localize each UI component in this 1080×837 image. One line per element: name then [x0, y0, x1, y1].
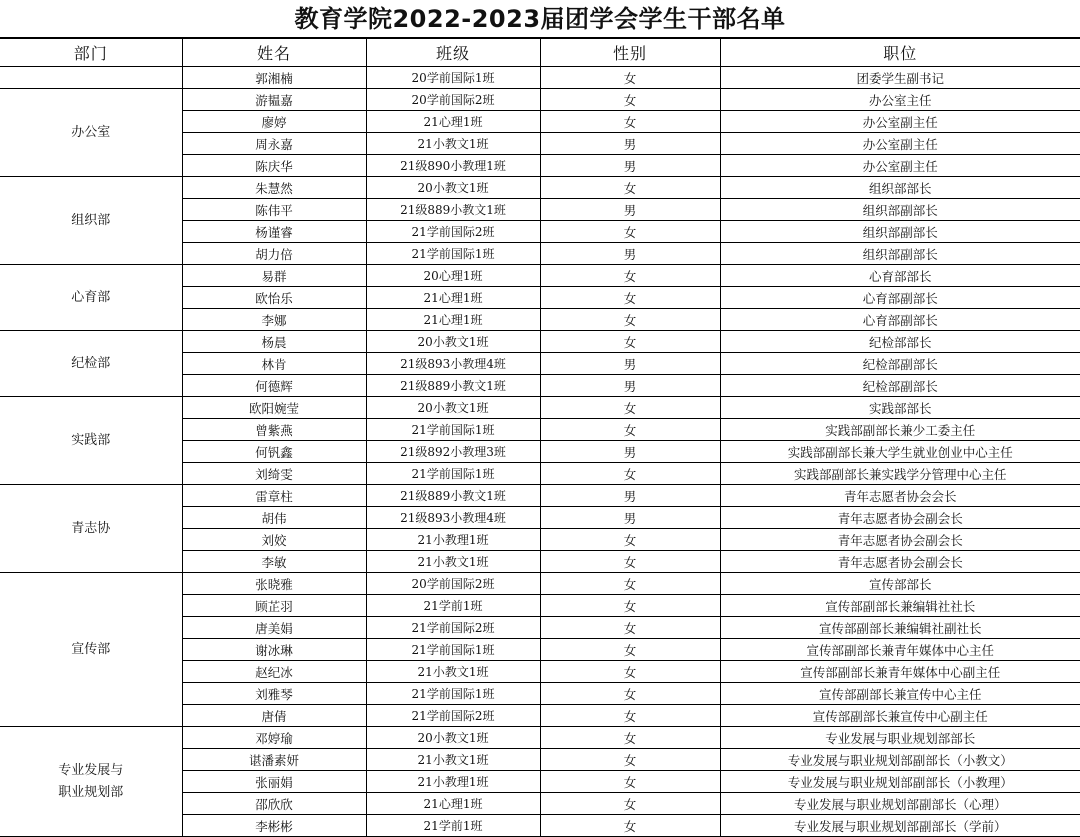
cell-gender: 男	[540, 375, 720, 397]
table-row	[0, 573, 1080, 595]
cell-position: 宣传部部长	[720, 573, 1080, 595]
cell-gender: 女	[540, 639, 720, 661]
cell-class: 21心理1班	[366, 793, 540, 815]
cell-class: 20小教文1班	[366, 397, 540, 419]
cell-name: 陈庆华	[182, 155, 366, 177]
cell-position: 宣传部副部长兼编辑社副社长	[720, 617, 1080, 639]
cell-position: 青年志愿者协会副会长	[720, 551, 1080, 573]
cell-class: 21小教文1班	[366, 749, 540, 771]
cell-position: 组织部副部长	[720, 243, 1080, 265]
cell-position: 宣传部副部长兼编辑社社长	[720, 595, 1080, 617]
cell-gender: 女	[540, 573, 720, 595]
cell-position: 组织部部长	[720, 177, 1080, 199]
cell-name: 欧怡乐	[182, 287, 366, 309]
cell-name: 刘雅琴	[182, 683, 366, 705]
cell-gender: 男	[540, 199, 720, 221]
cell-class: 21级893小教理4班	[366, 353, 540, 375]
cell-position: 专业发展与职业规划部副部长（小教理）	[720, 771, 1080, 793]
table-row	[0, 397, 1080, 419]
table-row	[0, 727, 1080, 749]
cell-class: 21学前国际1班	[366, 683, 540, 705]
cell-name: 刘姣	[182, 529, 366, 551]
cell-gender: 女	[540, 397, 720, 419]
cell-position: 宣传部副部长兼宣传中心主任	[720, 683, 1080, 705]
cell-department: 专业发展与 职业规划部	[0, 727, 182, 837]
cell-position: 青年志愿者协会会长	[720, 485, 1080, 507]
cell-position: 宣传部副部长兼青年媒体中心主任	[720, 639, 1080, 661]
cell-name: 张丽娟	[182, 771, 366, 793]
cell-gender: 男	[540, 507, 720, 529]
cell-gender: 女	[540, 793, 720, 815]
cell-class: 21学前国际1班	[366, 243, 540, 265]
cell-department: 办公室	[0, 89, 182, 177]
cell-name: 李敏	[182, 551, 366, 573]
cell-position: 办公室副主任	[720, 133, 1080, 155]
cell-position: 办公室主任	[720, 89, 1080, 111]
cell-name: 杨晨	[182, 331, 366, 353]
cell-position: 宣传部副部长兼青年媒体中心副主任	[720, 661, 1080, 683]
header-class: 班级	[366, 39, 540, 67]
cell-name: 顾芷羽	[182, 595, 366, 617]
cell-class: 20小教文1班	[366, 331, 540, 353]
cell-position: 专业发展与职业规划部副部长（学前）	[720, 815, 1080, 837]
cell-position: 实践部副部长兼大学生就业创业中心主任	[720, 441, 1080, 463]
cell-department: 纪检部	[0, 331, 182, 397]
cell-class: 20学前国际2班	[366, 573, 540, 595]
roster-table	[0, 38, 1080, 837]
cell-department: 实践部	[0, 397, 182, 485]
cell-class: 21学前1班	[366, 815, 540, 837]
cell-position: 心育部副部长	[720, 309, 1080, 331]
cell-department	[0, 67, 182, 89]
cell-class: 21学前国际1班	[366, 419, 540, 441]
cell-name: 谌潘素妍	[182, 749, 366, 771]
cell-name: 游韫嘉	[182, 89, 366, 111]
cell-class: 21级890小教理1班	[366, 155, 540, 177]
cell-name: 赵纪冰	[182, 661, 366, 683]
cell-gender: 女	[540, 661, 720, 683]
cell-department: 组织部	[0, 177, 182, 265]
cell-gender: 男	[540, 243, 720, 265]
cell-position: 青年志愿者协会副会长	[720, 529, 1080, 551]
cell-name: 周永嘉	[182, 133, 366, 155]
cell-name: 李彬彬	[182, 815, 366, 837]
cell-class: 21学前国际1班	[366, 463, 540, 485]
cell-position: 心育部副部长	[720, 287, 1080, 309]
cell-gender: 女	[540, 177, 720, 199]
cell-position: 专业发展与职业规划部部长	[720, 727, 1080, 749]
cell-class: 21心理1班	[366, 309, 540, 331]
cell-class: 20学前国际1班	[366, 67, 540, 89]
cell-name: 胡力倍	[182, 243, 366, 265]
cell-gender: 女	[540, 309, 720, 331]
cell-gender: 男	[540, 353, 720, 375]
cell-gender: 女	[540, 595, 720, 617]
table-row	[0, 265, 1080, 287]
header-gender: 性别	[540, 39, 720, 67]
table-row	[0, 177, 1080, 199]
cell-name: 刘绮雯	[182, 463, 366, 485]
cell-gender: 男	[540, 155, 720, 177]
cell-name: 李娜	[182, 309, 366, 331]
cell-gender: 女	[540, 551, 720, 573]
cell-class: 21学前国际2班	[366, 221, 540, 243]
cell-name: 何钒鑫	[182, 441, 366, 463]
roster-body	[0, 67, 1080, 837]
cell-class: 21学前1班	[366, 595, 540, 617]
cell-position: 青年志愿者协会副会长	[720, 507, 1080, 529]
table-row	[0, 67, 1080, 89]
cell-class: 21级892小教理3班	[366, 441, 540, 463]
cell-class: 20学前国际2班	[366, 89, 540, 111]
page-title: 教育学院2022-2023届团学会学生干部名单	[0, 0, 1080, 38]
table-row	[0, 89, 1080, 111]
cell-name: 廖婷	[182, 111, 366, 133]
cell-gender: 女	[540, 771, 720, 793]
cell-name: 曾紫燕	[182, 419, 366, 441]
cell-name: 张晓雅	[182, 573, 366, 595]
cell-position: 实践部副部长兼实践学分管理中心主任	[720, 463, 1080, 485]
cell-position: 办公室副主任	[720, 111, 1080, 133]
cell-gender: 女	[540, 265, 720, 287]
cell-class: 20小教文1班	[366, 727, 540, 749]
cell-name: 雷章柱	[182, 485, 366, 507]
cell-department: 心育部	[0, 265, 182, 331]
cell-class: 21小教文1班	[366, 661, 540, 683]
cell-name: 何德辉	[182, 375, 366, 397]
cell-gender: 女	[540, 529, 720, 551]
cell-position: 专业发展与职业规划部副部长（心理）	[720, 793, 1080, 815]
cell-gender: 女	[540, 683, 720, 705]
cell-class: 21心理1班	[366, 111, 540, 133]
cell-name: 唐倩	[182, 705, 366, 727]
cell-position: 宣传部副部长兼宣传中心副主任	[720, 705, 1080, 727]
cell-position: 专业发展与职业规划部副部长（小教文）	[720, 749, 1080, 771]
cell-position: 纪检部副部长	[720, 353, 1080, 375]
cell-gender: 女	[540, 287, 720, 309]
cell-gender: 女	[540, 749, 720, 771]
header-position: 职位	[720, 39, 1080, 67]
cell-name: 林肯	[182, 353, 366, 375]
cell-gender: 女	[540, 815, 720, 837]
cell-gender: 女	[540, 89, 720, 111]
cell-gender: 女	[540, 331, 720, 353]
cell-class: 21级889小教文1班	[366, 375, 540, 397]
table-row	[0, 331, 1080, 353]
cell-position: 纪检部副部长	[720, 375, 1080, 397]
cell-name: 陈伟平	[182, 199, 366, 221]
cell-position: 组织部副部长	[720, 199, 1080, 221]
cell-name: 杨谨睿	[182, 221, 366, 243]
cell-class: 20心理1班	[366, 265, 540, 287]
cell-class: 21心理1班	[366, 287, 540, 309]
cell-gender: 女	[540, 221, 720, 243]
cell-name: 易群	[182, 265, 366, 287]
cell-class: 21级889小教文1班	[366, 199, 540, 221]
cell-gender: 女	[540, 727, 720, 749]
cell-name: 邓婷瑜	[182, 727, 366, 749]
cell-class: 21级893小教理4班	[366, 507, 540, 529]
cell-class: 21学前国际2班	[366, 705, 540, 727]
cell-position: 办公室副主任	[720, 155, 1080, 177]
cell-gender: 女	[540, 617, 720, 639]
cell-class: 21小教理1班	[366, 529, 540, 551]
cell-name: 郭湘楠	[182, 67, 366, 89]
cell-class: 21小教理1班	[366, 771, 540, 793]
cell-position: 心育部部长	[720, 265, 1080, 287]
cell-class: 21学前国际1班	[366, 639, 540, 661]
cell-position: 实践部副部长兼少工委主任	[720, 419, 1080, 441]
cell-gender: 女	[540, 463, 720, 485]
cell-gender: 女	[540, 111, 720, 133]
cell-class: 21小教文1班	[366, 551, 540, 573]
cell-gender: 男	[540, 133, 720, 155]
table-row	[0, 485, 1080, 507]
cell-department: 青志协	[0, 485, 182, 573]
cell-position: 团委学生副书记	[720, 67, 1080, 89]
cell-gender: 女	[540, 705, 720, 727]
cell-name: 欧阳婉莹	[182, 397, 366, 419]
cell-name: 胡伟	[182, 507, 366, 529]
header-name: 姓名	[182, 39, 366, 67]
header-department: 部门	[0, 39, 182, 67]
cell-gender: 女	[540, 67, 720, 89]
cell-class: 21级889小教文1班	[366, 485, 540, 507]
header-row	[0, 39, 1080, 67]
cell-name: 朱慧然	[182, 177, 366, 199]
cell-name: 邵欣欣	[182, 793, 366, 815]
cell-position: 组织部副部长	[720, 221, 1080, 243]
cell-position: 实践部部长	[720, 397, 1080, 419]
cell-department: 宣传部	[0, 573, 182, 727]
cell-gender: 女	[540, 419, 720, 441]
cell-position: 纪检部部长	[720, 331, 1080, 353]
cell-class: 21小教文1班	[366, 133, 540, 155]
cell-name: 唐美娟	[182, 617, 366, 639]
cell-class: 20小教文1班	[366, 177, 540, 199]
cell-gender: 男	[540, 485, 720, 507]
cell-class: 21学前国际2班	[366, 617, 540, 639]
cell-gender: 男	[540, 441, 720, 463]
cell-name: 谢冰琳	[182, 639, 366, 661]
